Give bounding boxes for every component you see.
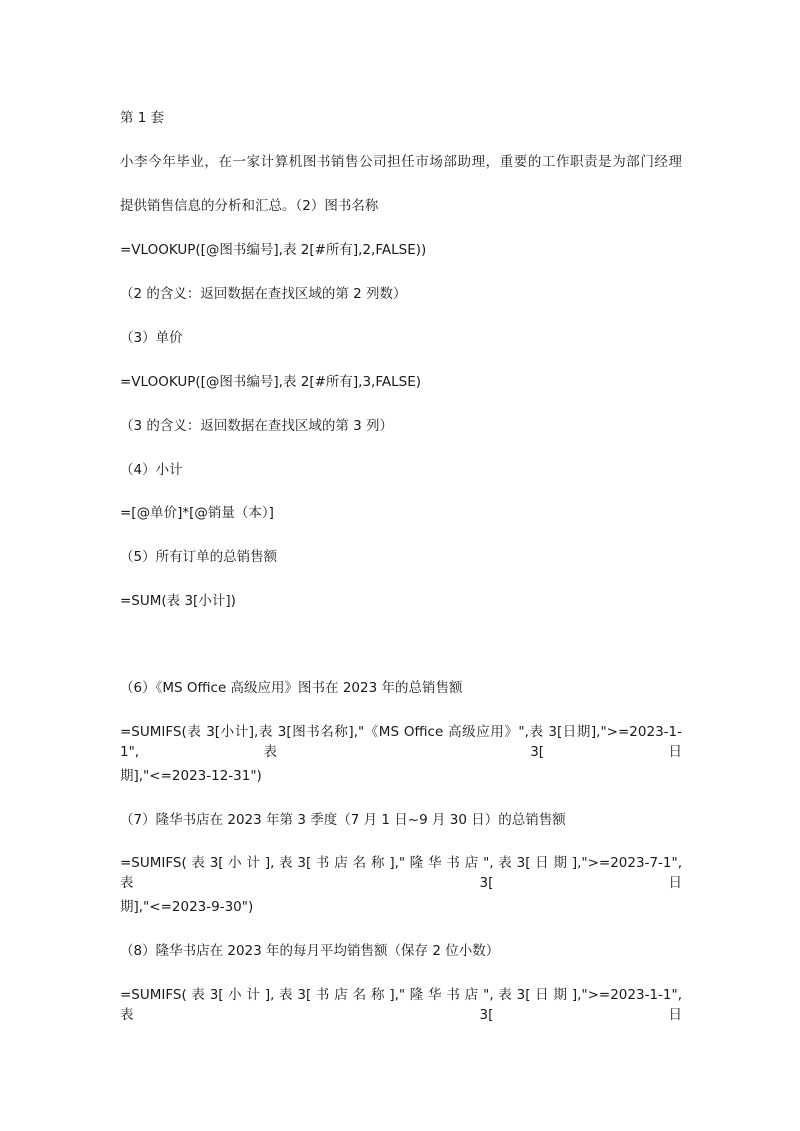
- formula-q3-line-1: =SUMIFS( 表 3[ 小 计 ], 表 3[ 书 店 名 称 ]," 隆 华 书 店 ", 表 3[ 日 期 ],">=2023-7-1", 表 3[ 日: [120, 855, 682, 891]
- formula-ms-office-line-1: =SUMIFS(表 3[小计],表 3[图书名称],"《MS Office 高级应用》",表 3[日期],">=2023-1-1",表 3[日: [120, 724, 682, 760]
- document-title: 第 1 套: [120, 110, 165, 126]
- formula-subtotal: =[@单价]*[@销量（本）]: [120, 505, 274, 521]
- formula-ms-office-line-2: 期],"<=2023-12-31"): [120, 768, 262, 784]
- heading-monthly-average: （8）隆华书店在 2023 年的每月平均销售额（保存 2 位小数）: [120, 943, 500, 959]
- formula-monthly-average-line-1: =SUMIFS( 表 3[ 小 计 ], 表 3[ 书 店 名 称 ]," 隆 华 书 店 ", 表 3[ 日 期 ],">=2023-1-1", 表 3[ 日: [120, 987, 682, 1023]
- intro-paragraph-line-1: 小李今年毕业，在一家计算机图书销售公司担任市场部助理，重要的工作职责是为部门经理: [120, 154, 682, 170]
- note-column-3: （3 的含义：返回数据在查找区域的第 3 列）: [120, 418, 394, 434]
- heading-total-sales: （5）所有订单的总销售额: [120, 549, 278, 565]
- heading-q3-sales: （7）隆华书店在 2023 年第 3 季度（7 月 1 日~9 月 30 日）的总销售额: [120, 812, 566, 828]
- heading-subtotal: （4）小计: [120, 462, 183, 478]
- note-column-2: （2 的含义：返回数据在查找区域的第 2 列数）: [120, 286, 407, 302]
- formula-unit-price: =VLOOKUP([@图书编号],表 2[#所有],3,FALSE): [120, 374, 421, 390]
- formula-book-name: =VLOOKUP([@图书编号],表 2[#所有],2,FALSE)): [120, 242, 427, 258]
- formula-total-sales: =SUM(表 3[小计]): [120, 593, 236, 609]
- heading-unit-price: （3）单价: [120, 330, 183, 346]
- heading-ms-office-sales: （6）《MS Office 高级应用》图书在 2023 年的总销售额: [120, 680, 463, 696]
- formula-q3-line-2: 期],"<=2023-9-30"): [120, 899, 254, 915]
- intro-paragraph-line-2: 提供销售信息的分析和汇总。（2）图书名称: [120, 198, 379, 214]
